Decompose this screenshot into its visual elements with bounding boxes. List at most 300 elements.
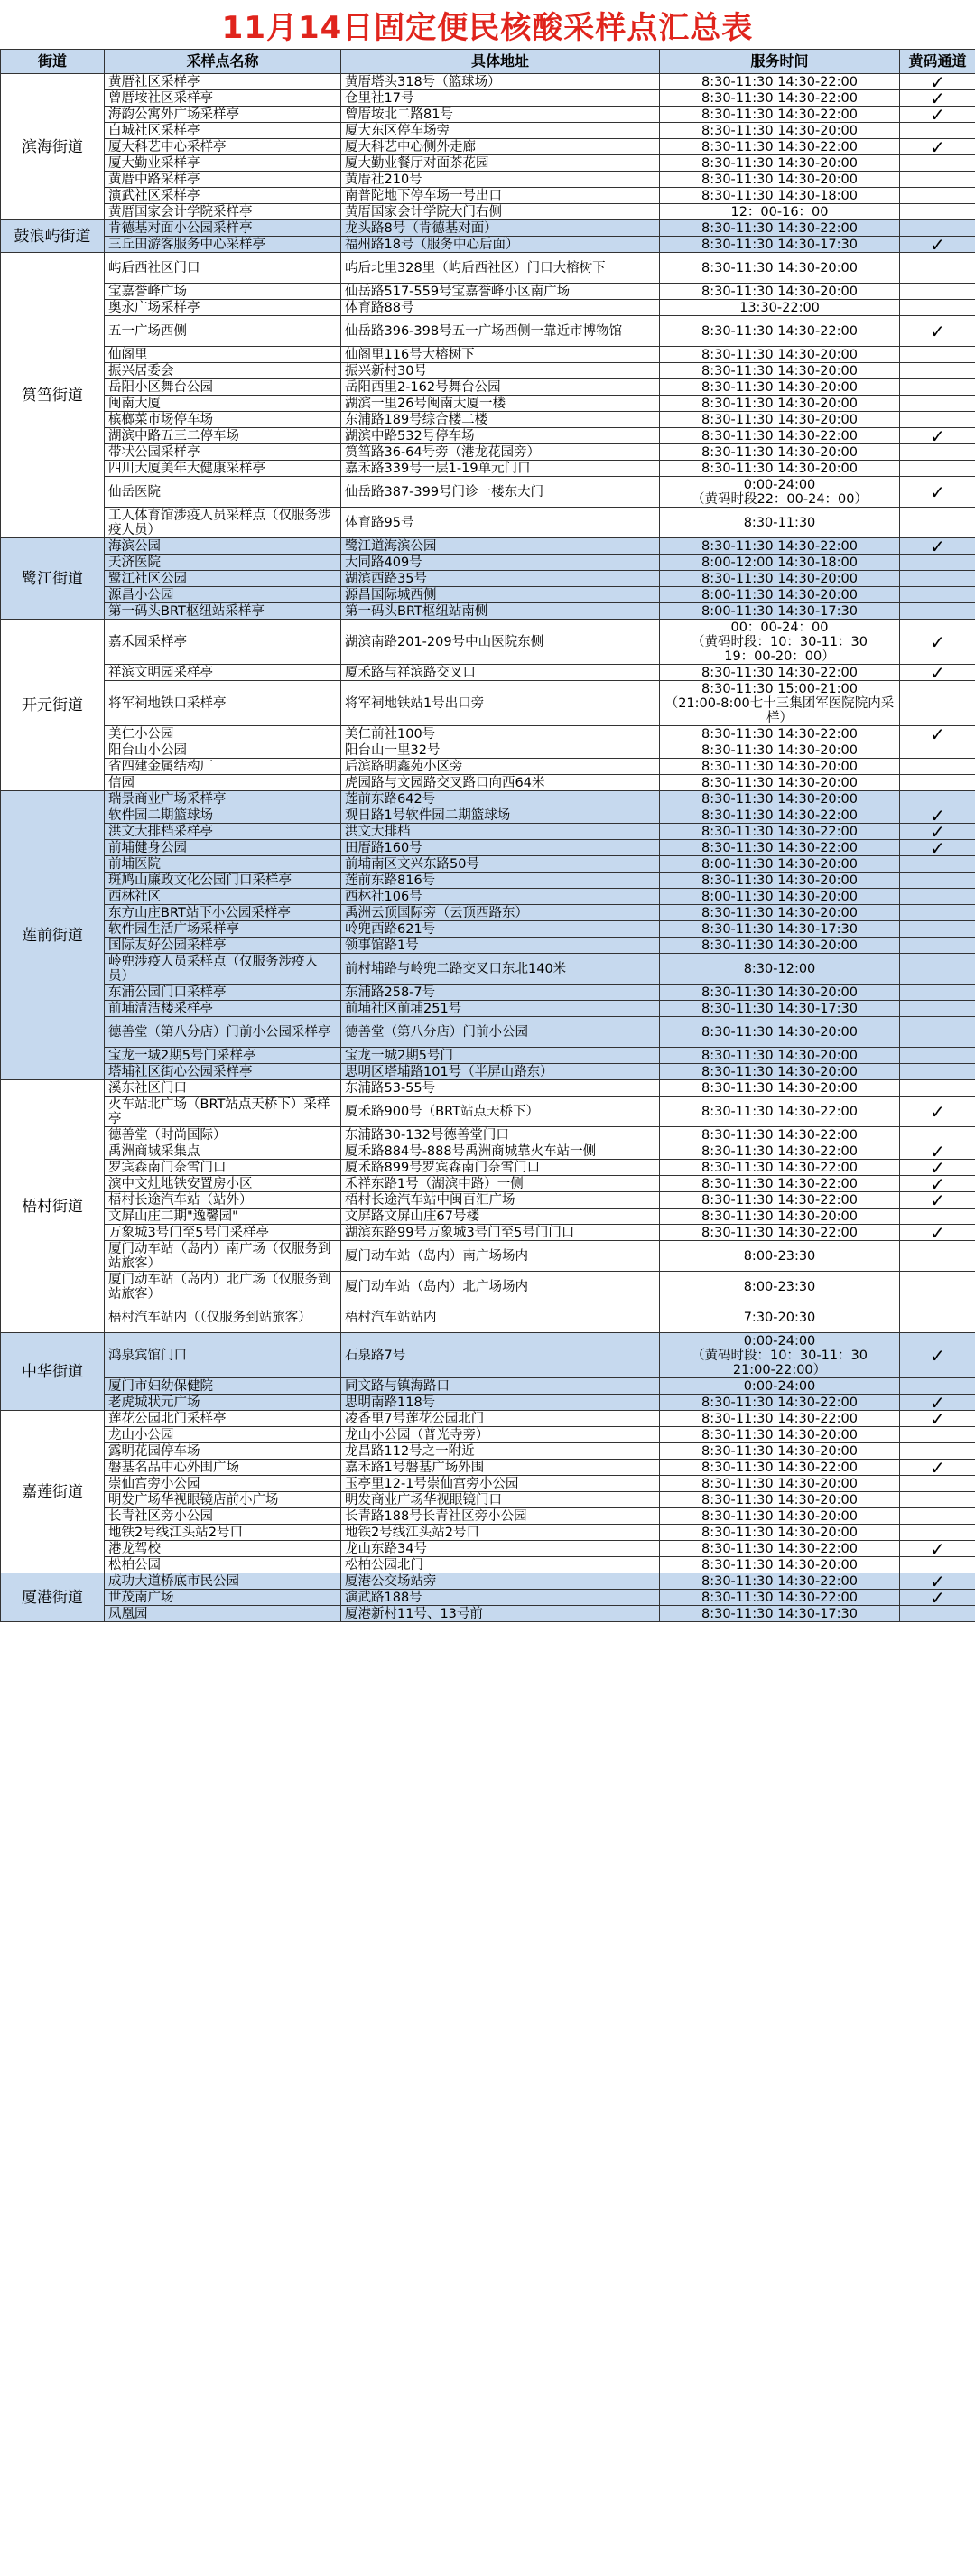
service-hours: 8:30-11:30 14:30-20:00 <box>660 938 900 954</box>
yellow-code-check-icon <box>900 1378 975 1395</box>
service-hours: 8:30-11:30 14:30-17:30 <box>660 1001 900 1017</box>
site-address: 领事馆路1号 <box>341 938 660 954</box>
site-name: 天济医院 <box>105 555 341 571</box>
table-row <box>1 253 975 284</box>
table-row <box>1 726 975 742</box>
site-name: 地铁2号线江头站2号口 <box>105 1525 341 1541</box>
table-row <box>1 620 975 665</box>
yellow-code-check-icon: ✓ <box>900 237 975 253</box>
yellow-code-check-icon: ✓ <box>900 1097 975 1127</box>
service-hours: 8:30-11:30 14:30-20:00 <box>660 172 900 188</box>
yellow-code-check-icon: ✓ <box>900 316 975 347</box>
site-name: 振兴居委会 <box>105 363 341 379</box>
table-row <box>1 477 975 508</box>
service-hours: 8:30-11:30 14:30-20:00 <box>660 1443 900 1460</box>
table-row <box>1 824 975 840</box>
site-address: 仙岳路387-399号门诊一楼东大门 <box>341 477 660 508</box>
site-address: 厦门动车站（岛内）南广场场内 <box>341 1241 660 1272</box>
service-hours: 8:30-11:30 14:30-22:00 <box>660 1192 900 1209</box>
yellow-code-check-icon <box>900 204 975 220</box>
yellow-code-check-icon <box>900 1064 975 1080</box>
table-row <box>1 155 975 172</box>
yellow-code-check-icon <box>900 155 975 172</box>
site-address: 莲前东路642号 <box>341 791 660 807</box>
yellow-code-check-icon <box>900 1048 975 1064</box>
table-row <box>1 1573 975 1590</box>
yellow-code-check-icon <box>900 555 975 571</box>
yellow-code-check-icon: ✓ <box>900 665 975 681</box>
site-name: 斑鸠山廉政文化公园门口采样亭 <box>105 873 341 889</box>
district-name: 莲前街道 <box>1 791 105 1080</box>
site-address: 厦禾路899号罗宾森南门奈雪门口 <box>341 1160 660 1176</box>
table-row <box>1 1176 975 1192</box>
table-row <box>1 1557 975 1573</box>
service-hours: 8:30-11:30 14:30-20:00 <box>660 1525 900 1541</box>
service-hours: 8:30-11:30 14:30-22:00 <box>660 139 900 155</box>
service-hours: 8:30-11:30 14:30-20:00 <box>660 396 900 412</box>
table-row <box>1 1272 975 1302</box>
site-address: 体育路95号 <box>341 508 660 538</box>
service-hours: 8:30-11:30 14:30-18:00 <box>660 188 900 204</box>
site-address: 前村埔路与岭兜二路交叉口东北140米 <box>341 954 660 985</box>
yellow-code-check-icon <box>900 873 975 889</box>
site-address: 龙昌路112号之一附近 <box>341 1443 660 1460</box>
table-row <box>1 1048 975 1064</box>
site-address: 嘉禾路339号一层1-19单元门口 <box>341 461 660 477</box>
service-hours: 8:30-11:30 14:30-20:00 <box>660 284 900 300</box>
district-name: 鹭江街道 <box>1 538 105 620</box>
site-name: 火车站北广场（BRT站点天桥下）采样亭 <box>105 1097 341 1127</box>
service-hours: 8:30-11:30 14:30-22:00 <box>660 726 900 742</box>
service-hours: 8:30-11:30 14:30-20:00 <box>660 123 900 139</box>
service-hours: 8:00-11:30 14:30-20:00 <box>660 856 900 873</box>
yellow-code-check-icon <box>900 921 975 938</box>
site-address: 阳台山一里32号 <box>341 742 660 759</box>
site-name: 四川大厦美年大健康采样亭 <box>105 461 341 477</box>
site-address: 凌香里7号莲花公园北门 <box>341 1411 660 1427</box>
site-name: 鸿泉宾馆门口 <box>105 1333 341 1378</box>
site-name: 东浦公园门口采样亭 <box>105 985 341 1001</box>
yellow-code-check-icon: ✓ <box>900 807 975 824</box>
site-address: 岭兜西路621号 <box>341 921 660 938</box>
service-hours: 8:30-11:30 14:30-20:00 <box>660 347 900 363</box>
site-name: 岭兜涉疫人员采样点（仅服务涉疫人员） <box>105 954 341 985</box>
site-name: 厦大勤业采样亭 <box>105 155 341 172</box>
yellow-code-check-icon <box>900 603 975 620</box>
site-name: 莲花公园北门采样亭 <box>105 1411 341 1427</box>
service-hours: 8:30-11:30 14:30-20:00 <box>660 461 900 477</box>
site-address: 后滨路明鑫苑小区旁 <box>341 759 660 775</box>
site-name: 世茂南广场 <box>105 1590 341 1606</box>
site-name: 洪文大排档采样亭 <box>105 824 341 840</box>
yellow-code-check-icon <box>900 742 975 759</box>
yellow-code-check-icon <box>900 172 975 188</box>
site-address: 曾厝垵北二路81号 <box>341 107 660 123</box>
service-hours: 8:30-11:30 14:30-22:00 <box>660 538 900 555</box>
yellow-code-check-icon: ✓ <box>900 1143 975 1160</box>
site-address: 黄厝社210号 <box>341 172 660 188</box>
yellow-code-check-icon <box>900 123 975 139</box>
table-row <box>1 1225 975 1241</box>
service-hours: 8:30-11:30 14:30-22:00 <box>660 316 900 347</box>
yellow-code-check-icon <box>900 1606 975 1622</box>
table-row <box>1 461 975 477</box>
service-hours: 8:30-12:00 <box>660 954 900 985</box>
site-address: 湖滨西路35号 <box>341 571 660 587</box>
site-address: 福州路18号（服务中心后面） <box>341 237 660 253</box>
table-row <box>1 1606 975 1622</box>
table-row <box>1 237 975 253</box>
site-name: 禹洲商城采集点 <box>105 1143 341 1160</box>
table-row <box>1 587 975 603</box>
site-name: 阳台山小公园 <box>105 742 341 759</box>
yellow-code-check-icon <box>900 938 975 954</box>
site-name: 磐基名品中心外围广场 <box>105 1460 341 1476</box>
site-name: 西林社区 <box>105 889 341 905</box>
site-name: 港龙驾校 <box>105 1541 341 1557</box>
site-address: 厦门动车站（岛内）北广场场内 <box>341 1272 660 1302</box>
yellow-code-check-icon <box>900 587 975 603</box>
site-name: 罗宾森南门奈雪门口 <box>105 1160 341 1176</box>
site-address: 玉亭里12-1号崇仙宫旁小公园 <box>341 1476 660 1492</box>
service-hours: 8:30-11:30 14:30-17:30 <box>660 1606 900 1622</box>
site-name: 梧村汽车站内（（仅服务到站旅客） <box>105 1302 341 1333</box>
site-address: 宝龙一城2期5号门 <box>341 1048 660 1064</box>
site-address: 禾祥东路1号（湖滨中路）一侧 <box>341 1176 660 1192</box>
yellow-code-check-icon <box>900 508 975 538</box>
table-row <box>1 889 975 905</box>
site-name: 湖滨中路五三二停车场 <box>105 428 341 444</box>
site-address: 仙岳路517-559号宝嘉誉峰小区南广场 <box>341 284 660 300</box>
site-name: 崇仙宫旁小公园 <box>105 1476 341 1492</box>
header-district: 街道 <box>1 50 105 74</box>
yellow-code-check-icon <box>900 1302 975 1333</box>
site-address: 演武路188号 <box>341 1590 660 1606</box>
table-row <box>1 90 975 107</box>
site-address: 鹭江道海滨公园 <box>341 538 660 555</box>
table-row <box>1 603 975 620</box>
table-row <box>1 107 975 123</box>
service-hours: 8:30-11:30 14:30-22:00 <box>660 824 900 840</box>
site-address: 厦禾路884号-888号禹洲商城靠火车站一侧 <box>341 1143 660 1160</box>
site-address: 长青路188号长青社区旁小公园 <box>341 1508 660 1525</box>
site-name: 塔埔社区街心公园采样亭 <box>105 1064 341 1080</box>
yellow-code-check-icon <box>900 444 975 461</box>
service-hours: 8:30-11:30 14:30-22:00 <box>660 1541 900 1557</box>
site-address: 大同路409号 <box>341 555 660 571</box>
table-row <box>1 1333 975 1378</box>
service-hours: 8:30-11:30 14:30-20:00 <box>660 1427 900 1443</box>
site-name: 软件园生活广场采样亭 <box>105 921 341 938</box>
yellow-code-check-icon <box>900 681 975 726</box>
site-name: 鹭江社区公园 <box>105 571 341 587</box>
service-hours: 8:30-11:30 14:30-22:00 <box>660 1590 900 1606</box>
site-address: 仙阁里116号大榕树下 <box>341 347 660 363</box>
table-row <box>1 1590 975 1606</box>
service-hours: 8:00-23:30 <box>660 1272 900 1302</box>
yellow-code-check-icon: ✓ <box>900 90 975 107</box>
site-name: 宝嘉誉峰广场 <box>105 284 341 300</box>
yellow-code-check-icon: ✓ <box>900 1192 975 1209</box>
service-hours: 8:30-11:30 14:30-20:00 <box>660 1048 900 1064</box>
service-hours: 8:30-11:30 14:30-22:00 <box>660 90 900 107</box>
yellow-code-check-icon <box>900 1508 975 1525</box>
site-address: 龙头路8号（肯德基对面） <box>341 220 660 237</box>
table-row <box>1 428 975 444</box>
site-name: 第一码头BRT枢纽站采样亭 <box>105 603 341 620</box>
service-hours: 8:30-11:30 14:30-22:00 <box>660 807 900 824</box>
yellow-code-check-icon <box>900 347 975 363</box>
yellow-code-check-icon <box>900 300 975 316</box>
table-row <box>1 347 975 363</box>
service-hours: 0:00-24:00 <box>660 1378 900 1395</box>
service-hours: 8:30-11:30 14:30-22:00 <box>660 665 900 681</box>
table-row <box>1 444 975 461</box>
service-hours: 8:30-11:30 14:30-20:00 <box>660 379 900 396</box>
table-row <box>1 1460 975 1476</box>
table-row <box>1 742 975 759</box>
site-name: 演武社区采样亭 <box>105 188 341 204</box>
service-hours: 8:30-11:30 14:30-20:00 <box>660 873 900 889</box>
site-address: 石泉路7号 <box>341 1333 660 1378</box>
service-hours: 8:30-11:30 14:30-22:00 <box>660 220 900 237</box>
service-hours: 13:30-22:00 <box>660 300 900 316</box>
site-name: 黄厝社区采样亭 <box>105 74 341 90</box>
yellow-code-check-icon <box>900 363 975 379</box>
table-row <box>1 316 975 347</box>
yellow-code-check-icon: ✓ <box>900 1160 975 1176</box>
district-name: 滨海街道 <box>1 74 105 220</box>
site-address: 黄厝塔头318号（篮球场） <box>341 74 660 90</box>
site-name: 岳阳小区舞台公园 <box>105 379 341 396</box>
table-row <box>1 300 975 316</box>
service-hours: 7:30-20:30 <box>660 1302 900 1333</box>
site-address: 振兴新村30号 <box>341 363 660 379</box>
table-row <box>1 204 975 220</box>
table-row <box>1 1508 975 1525</box>
site-address: 东浦路30-132号德善堂门口 <box>341 1127 660 1143</box>
table-row <box>1 188 975 204</box>
yellow-code-check-icon <box>900 284 975 300</box>
table-row <box>1 363 975 379</box>
table-row <box>1 1395 975 1411</box>
district-name: 梧村街道 <box>1 1080 105 1333</box>
site-name: 白城社区采样亭 <box>105 123 341 139</box>
table-row <box>1 1427 975 1443</box>
site-address: 德善堂（第八分店）门前小公园 <box>341 1017 660 1048</box>
site-name: 海韵公寓外广场采样亭 <box>105 107 341 123</box>
table-row <box>1 985 975 1001</box>
yellow-code-check-icon <box>900 1476 975 1492</box>
table-row <box>1 123 975 139</box>
site-address: 东浦路258-7号 <box>341 985 660 1001</box>
site-name: 厦门市妇幼保健院 <box>105 1378 341 1395</box>
table-row <box>1 412 975 428</box>
table-row <box>1 1001 975 1017</box>
service-hours: 8:30-11:30 14:30-20:00 <box>660 363 900 379</box>
service-hours: 8:30-11:30 14:30-22:00 <box>660 1097 900 1127</box>
site-name: 屿后西社区门口 <box>105 253 341 284</box>
site-name: 黄厝国家会计学院采样亭 <box>105 204 341 220</box>
site-address: 仙岳路396-398号五一广场西侧一靠近市博物馆 <box>341 316 660 347</box>
service-hours: 8:00-12:00 14:30-18:00 <box>660 555 900 571</box>
site-name: 仙岳医院 <box>105 477 341 508</box>
yellow-code-check-icon <box>900 775 975 791</box>
table-row <box>1 921 975 938</box>
site-address: 洪文大排档 <box>341 824 660 840</box>
table-row <box>1 1064 975 1080</box>
site-name: 凤凰园 <box>105 1606 341 1622</box>
site-address: 东浦路53-55号 <box>341 1080 660 1097</box>
yellow-code-check-icon <box>900 188 975 204</box>
site-name: 闽南大厦 <box>105 396 341 412</box>
service-hours: 8:00-11:30 14:30-17:30 <box>660 603 900 620</box>
site-name: 梧村长途汽车站（站外） <box>105 1192 341 1209</box>
service-hours: 8:30-11:30 15:00-21:00 （21:00-8:00七十三集团军医院院内采样） <box>660 681 900 726</box>
site-name: 仙阁里 <box>105 347 341 363</box>
site-name: 溪东社区门口 <box>105 1080 341 1097</box>
table-row <box>1 74 975 90</box>
service-hours: 8:30-11:30 14:30-20:00 <box>660 1209 900 1225</box>
table-row <box>1 379 975 396</box>
table-row <box>1 1143 975 1160</box>
yellow-code-check-icon <box>900 1272 975 1302</box>
site-address: 厦大科艺中心侧外走廊 <box>341 139 660 155</box>
yellow-code-check-icon <box>900 1001 975 1017</box>
yellow-code-check-icon: ✓ <box>900 1541 975 1557</box>
table-row <box>1 873 975 889</box>
site-name: 三丘田游客服务中心采样亭 <box>105 237 341 253</box>
site-address: 美仁前社100号 <box>341 726 660 742</box>
site-name: 东方山庄BRT站下小公园采样亭 <box>105 905 341 921</box>
site-address: 东浦路189号综合楼二楼 <box>341 412 660 428</box>
table-row <box>1 954 975 985</box>
yellow-code-check-icon: ✓ <box>900 1411 975 1427</box>
table-row <box>1 905 975 921</box>
service-hours: 8:30-11:30 14:30-22:00 <box>660 107 900 123</box>
table-row <box>1 1443 975 1460</box>
site-address: 明发商业广场华视眼镜门口 <box>341 1492 660 1508</box>
site-address: 厦禾路与祥滨路交叉口 <box>341 665 660 681</box>
site-address: 禹洲云顶国际旁（云顶西路东） <box>341 905 660 921</box>
site-name: 前埔清洁楼采样亭 <box>105 1001 341 1017</box>
yellow-code-check-icon: ✓ <box>900 538 975 555</box>
site-address: 观日路1号软件园二期篮球场 <box>341 807 660 824</box>
service-hours: 8:30-11:30 14:30-22:00 <box>660 1225 900 1241</box>
yellow-code-check-icon <box>900 1492 975 1508</box>
site-address: 厦港新村11号、13号前 <box>341 1606 660 1622</box>
table-row <box>1 1241 975 1272</box>
site-address: 湖滨一里26号闽南大厦一楼 <box>341 396 660 412</box>
yellow-code-check-icon: ✓ <box>900 428 975 444</box>
site-address: 前埔社区前埔251号 <box>341 1001 660 1017</box>
site-address: 屿后北里328里（屿后西社区）门口大榕树下 <box>341 253 660 284</box>
header-row <box>1 50 975 74</box>
site-name: 前埔医院 <box>105 856 341 873</box>
table-row <box>1 1525 975 1541</box>
site-name: 龙山小公园 <box>105 1427 341 1443</box>
site-name: 厦门动车站（岛内）南广场（仅服务到站旅客） <box>105 1241 341 1272</box>
service-hours: 8:30-11:30 <box>660 508 900 538</box>
district-name: 鼓浪屿街道 <box>1 220 105 253</box>
district-name: 厦港街道 <box>1 1573 105 1622</box>
table-row <box>1 1192 975 1209</box>
site-name: 明发广场华视眼镜店前小广场 <box>105 1492 341 1508</box>
yellow-code-check-icon: ✓ <box>900 477 975 508</box>
table-row <box>1 791 975 807</box>
site-name: 美仁小公园 <box>105 726 341 742</box>
yellow-code-check-icon <box>900 889 975 905</box>
table-row <box>1 1378 975 1395</box>
site-name: 将军祠地铁口采样亭 <box>105 681 341 726</box>
yellow-code-check-icon: ✓ <box>900 107 975 123</box>
table-row <box>1 508 975 538</box>
table-body <box>1 74 975 1622</box>
service-hours: 8:30-11:30 14:30-22:00 <box>660 1176 900 1192</box>
site-name: 黄厝中路采样亭 <box>105 172 341 188</box>
site-address: 湖滨东路99号万象城3号门至5号门门口 <box>341 1225 660 1241</box>
table-row <box>1 1017 975 1048</box>
site-name: 成功大道桥底市民公园 <box>105 1573 341 1590</box>
service-hours: 8:00-23:30 <box>660 1241 900 1272</box>
service-hours: 8:00-11:30 14:30-20:00 <box>660 587 900 603</box>
yellow-code-check-icon: ✓ <box>900 620 975 665</box>
yellow-code-check-icon: ✓ <box>900 1590 975 1606</box>
site-name: 带状公园采样亭 <box>105 444 341 461</box>
service-hours: 8:30-11:30 14:30-20:00 <box>660 742 900 759</box>
table-row <box>1 284 975 300</box>
table-row <box>1 759 975 775</box>
service-hours: 8:30-11:30 14:30-17:30 <box>660 237 900 253</box>
yellow-code-check-icon <box>900 1080 975 1097</box>
table-row <box>1 1492 975 1508</box>
site-name: 嘉禾园采样亭 <box>105 620 341 665</box>
site-name: 前埔健身公园 <box>105 840 341 856</box>
page-title: 11月14日固定便民核酸采样点汇总表 <box>221 9 754 46</box>
site-name: 德善堂（第八分店）门前小公园采样亭 <box>105 1017 341 1048</box>
site-address: 虎园路与文园路交叉路口向西64米 <box>341 775 660 791</box>
yellow-code-check-icon <box>900 1525 975 1541</box>
site-name: 瑞景商业广场采样亭 <box>105 791 341 807</box>
site-name: 肯德基对面小公园采样亭 <box>105 220 341 237</box>
yellow-code-check-icon <box>900 220 975 237</box>
site-address: 嘉禾路1号磐基广场外围 <box>341 1460 660 1476</box>
site-name: 源昌小公园 <box>105 587 341 603</box>
site-address: 仓里社17号 <box>341 90 660 107</box>
table-row <box>1 1097 975 1127</box>
site-name: 国际友好公园采样亭 <box>105 938 341 954</box>
header-service-hours: 服务时间 <box>660 50 900 74</box>
site-address: 筼筜路36-64号旁（港龙花园旁） <box>341 444 660 461</box>
site-address: 前埔南区文兴东路50号 <box>341 856 660 873</box>
yellow-code-check-icon <box>900 1443 975 1460</box>
service-hours: 8:30-11:30 14:30-20:00 <box>660 253 900 284</box>
table-row <box>1 1080 975 1097</box>
yellow-code-check-icon <box>900 985 975 1001</box>
table-row <box>1 571 975 587</box>
site-address: 龙山东路34号 <box>341 1541 660 1557</box>
site-address: 思明南路118号 <box>341 1395 660 1411</box>
service-hours: 8:30-11:30 14:30-22:00 <box>660 1143 900 1160</box>
service-hours: 8:30-11:30 14:30-20:00 <box>660 985 900 1001</box>
site-name: 五一广场西侧 <box>105 316 341 347</box>
service-hours: 8:30-11:30 14:30-20:00 <box>660 155 900 172</box>
table-row <box>1 938 975 954</box>
service-hours: 8:30-11:30 14:30-20:00 <box>660 759 900 775</box>
site-name: 工人体育馆涉疫人员采样点（仅服务涉疫人员） <box>105 508 341 538</box>
yellow-code-check-icon <box>900 905 975 921</box>
service-hours: 8:30-11:30 14:30-22:00 <box>660 1127 900 1143</box>
